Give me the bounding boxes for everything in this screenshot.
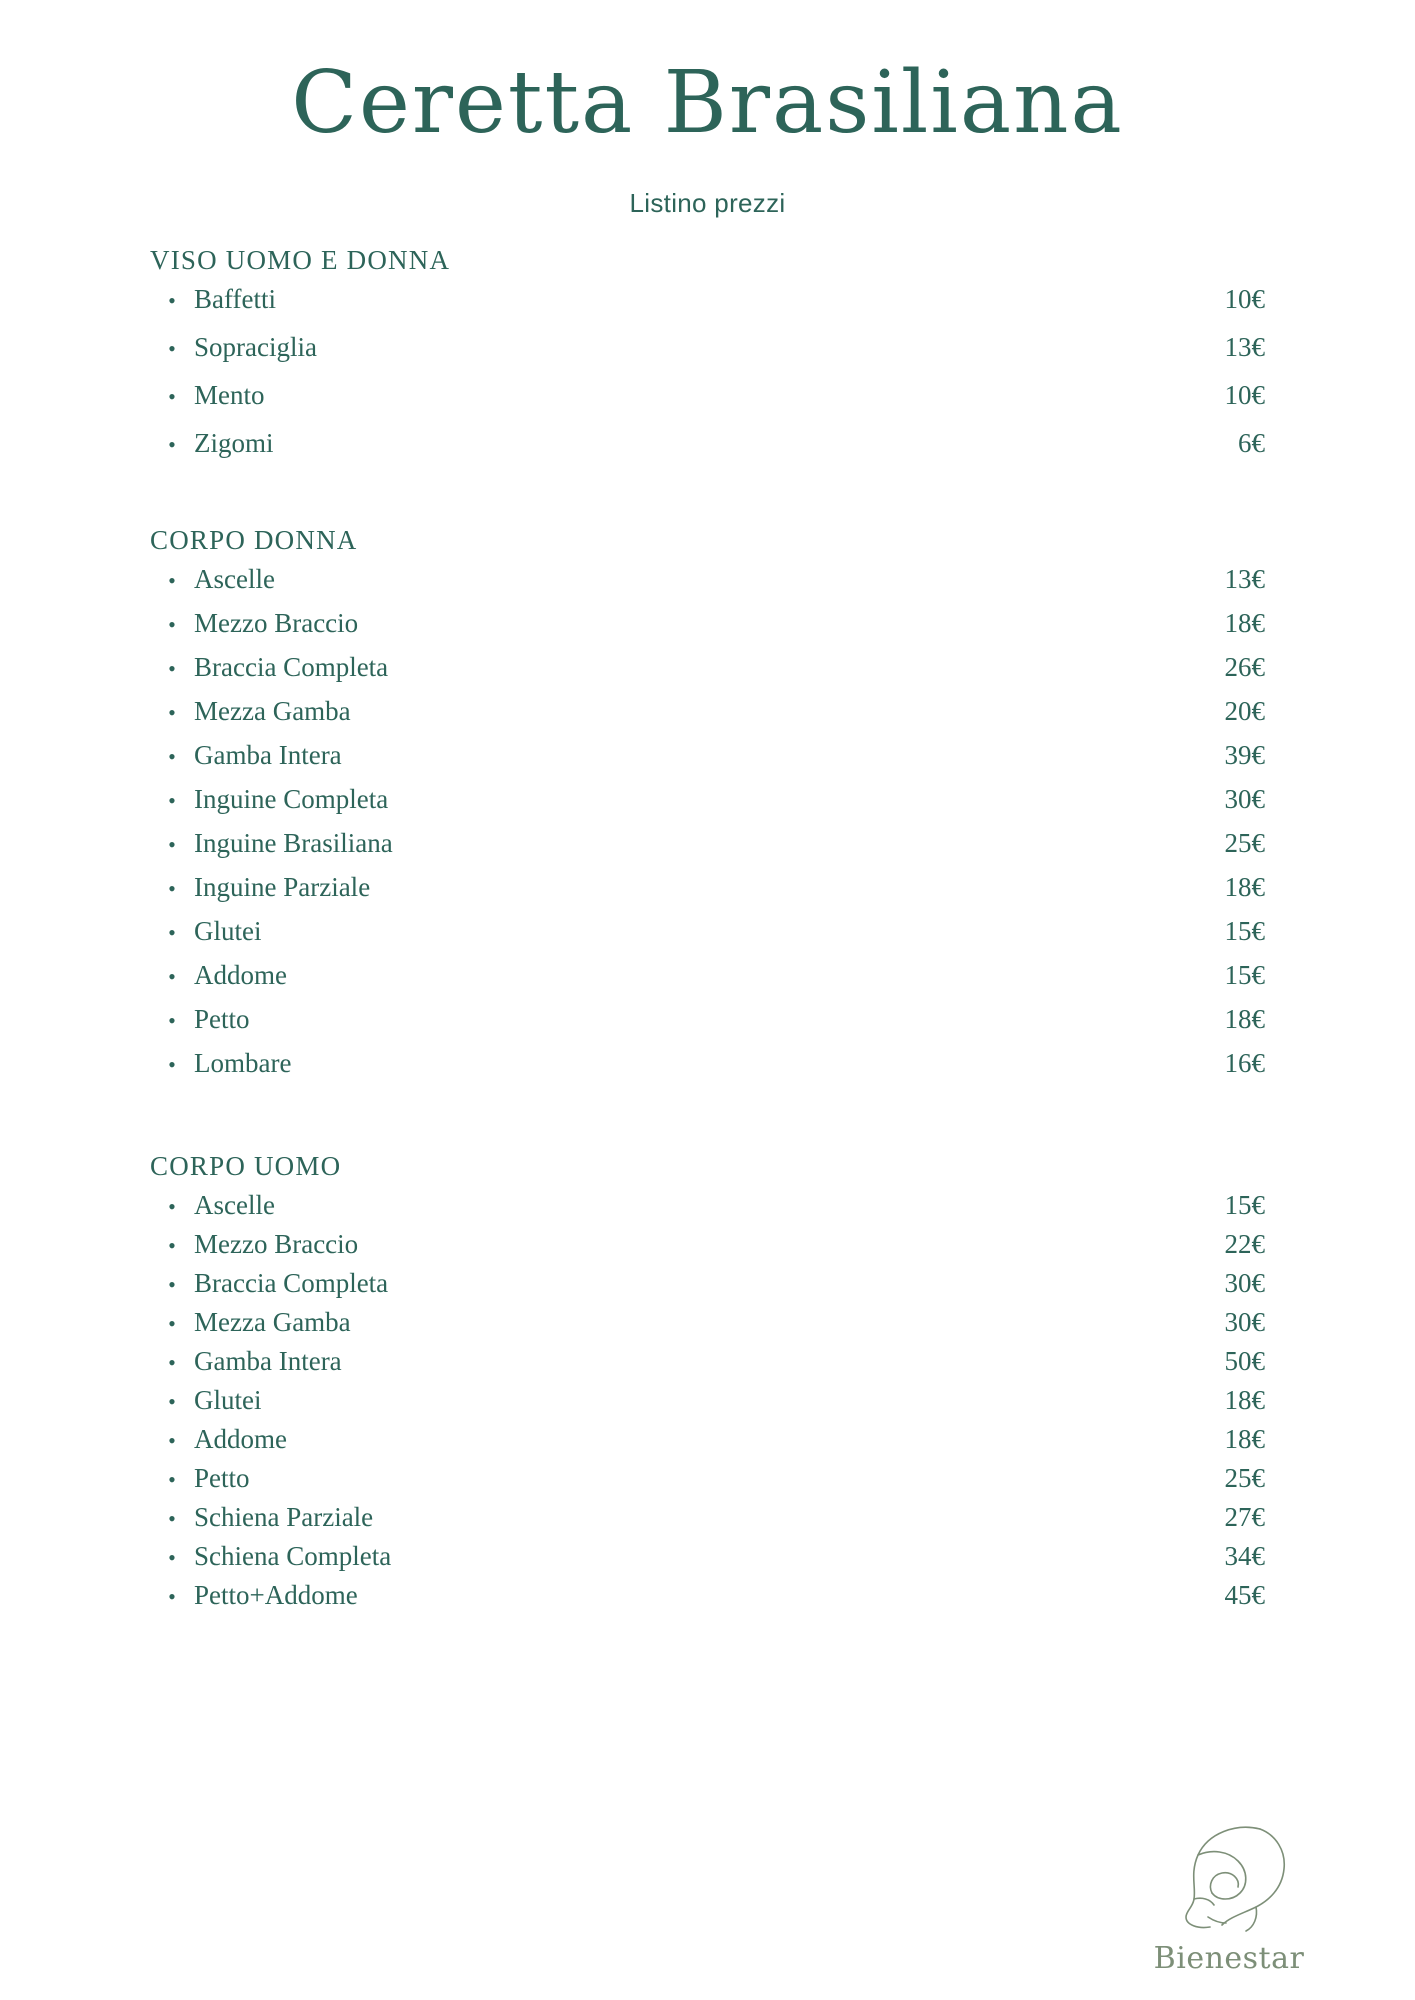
section-heading: CORPO UOMO (150, 1151, 342, 1182)
bullet-icon: • (168, 288, 176, 314)
item-label: Schiena Completa (194, 1541, 392, 1572)
list-item (150, 784, 1295, 815)
bullet-icon: • (168, 1506, 176, 1532)
item-price: 30€ (1224, 1307, 1265, 1338)
bullet-icon: • (168, 612, 176, 638)
section-heading: VISO UOMO E DONNA (150, 245, 451, 276)
item-price: 13€ (1224, 564, 1265, 595)
item-label: Mezzo Braccio (194, 1229, 359, 1260)
item-price: 15€ (1224, 916, 1265, 947)
item-price: 25€ (1224, 1463, 1265, 1494)
bullet-icon: • (168, 1272, 176, 1298)
section-item-list (150, 564, 1295, 1079)
item-price: 13€ (1224, 332, 1265, 363)
item-price: 15€ (1224, 960, 1265, 991)
item-price: 26€ (1224, 652, 1265, 683)
list-item (150, 1541, 1295, 1572)
section-corpo-donna (150, 525, 1295, 1079)
item-label: Zigomi (194, 428, 274, 459)
item-price: 30€ (1224, 1268, 1265, 1299)
bullet-icon: • (168, 1194, 176, 1220)
item-price: 50€ (1224, 1346, 1265, 1377)
bullet-icon: • (168, 920, 176, 946)
bullet-icon: • (168, 876, 176, 902)
item-price: 45€ (1224, 1580, 1265, 1611)
section-item-list (150, 1190, 1295, 1611)
item-price: 10€ (1224, 284, 1265, 315)
list-item (150, 1307, 1295, 1338)
brand-name: Bienestar (1153, 1941, 1305, 1976)
list-item (150, 380, 1295, 411)
bullet-icon: • (168, 568, 176, 594)
bullet-icon: • (168, 832, 176, 858)
list-item (150, 828, 1295, 859)
bullet-icon: • (168, 1008, 176, 1034)
page-subtitle: Listino prezzi (629, 188, 786, 219)
item-price: 10€ (1224, 380, 1265, 411)
list-item (150, 284, 1295, 315)
item-label: Baffetti (194, 284, 276, 315)
item-price: 18€ (1224, 1385, 1265, 1416)
item-label: Petto (194, 1004, 250, 1035)
list-item (150, 872, 1295, 903)
brand-logo (1129, 1821, 1329, 1976)
bullet-icon: • (168, 1052, 176, 1078)
item-label: Braccia Completa (194, 652, 389, 683)
item-label: Ascelle (194, 564, 275, 595)
item-label: Mezzo Braccio (194, 608, 359, 639)
item-label: Glutei (194, 1385, 262, 1416)
bullet-icon: • (168, 1428, 176, 1454)
item-price: 27€ (1224, 1502, 1265, 1533)
list-item (150, 740, 1295, 771)
bullet-icon: • (168, 744, 176, 770)
list-item (150, 1424, 1295, 1455)
list-item (150, 1346, 1295, 1377)
bullet-icon: • (168, 1389, 176, 1415)
item-label: Inguine Completa (194, 784, 389, 815)
bullet-icon: • (168, 336, 176, 362)
item-label: Petto (194, 1463, 250, 1494)
list-item (150, 1385, 1295, 1416)
list-item (150, 652, 1295, 683)
item-label: Braccia Completa (194, 1268, 389, 1299)
bullet-icon: • (168, 788, 176, 814)
list-item (150, 332, 1295, 363)
bullet-icon: • (168, 1584, 176, 1610)
bullet-icon: • (168, 1467, 176, 1493)
item-label: Mento (194, 380, 265, 411)
page-title: Ceretta Brasiliana (291, 53, 1124, 153)
list-item (150, 608, 1295, 639)
item-price: 22€ (1224, 1229, 1265, 1260)
list-item (150, 1463, 1295, 1494)
bullet-icon: • (168, 1545, 176, 1571)
section-item-list (150, 284, 1295, 459)
list-item (150, 916, 1295, 947)
list-item (150, 564, 1295, 595)
item-price: 18€ (1224, 608, 1265, 639)
price-list-content (0, 245, 1415, 1611)
item-label: Ascelle (194, 1190, 275, 1221)
item-label: Glutei (194, 916, 262, 947)
item-label: Inguine Brasiliana (194, 828, 393, 859)
list-item (150, 1190, 1295, 1221)
bullet-icon: • (168, 656, 176, 682)
list-item (150, 1502, 1295, 1533)
item-price: 18€ (1224, 1004, 1265, 1035)
item-price: 6€ (1238, 428, 1265, 459)
item-price: 18€ (1224, 872, 1265, 903)
item-label: Addome (194, 960, 287, 991)
item-label: Lombare (194, 1048, 292, 1079)
bullet-icon: • (168, 700, 176, 726)
section-heading: CORPO DONNA (150, 525, 358, 556)
item-label: Gamba Intera (194, 1346, 342, 1377)
item-label: Schiena Parziale (194, 1502, 374, 1533)
section-viso-uomo-e-donna (150, 245, 1295, 459)
item-label: Mezza Gamba (194, 1307, 351, 1338)
bullet-icon: • (168, 964, 176, 990)
bullet-icon: • (168, 1233, 176, 1259)
item-label: Inguine Parziale (194, 872, 371, 903)
list-item (150, 960, 1295, 991)
item-price: 25€ (1224, 828, 1265, 859)
item-label: Sopraciglia (194, 332, 317, 363)
item-price: 16€ (1224, 1048, 1265, 1079)
list-item (150, 1048, 1295, 1079)
item-label: Addome (194, 1424, 287, 1455)
item-price: 15€ (1224, 1190, 1265, 1221)
bullet-icon: • (168, 1311, 176, 1337)
list-item (150, 1268, 1295, 1299)
item-price: 18€ (1224, 1424, 1265, 1455)
list-item (150, 1580, 1295, 1611)
list-item (150, 696, 1295, 727)
bullet-icon: • (168, 384, 176, 410)
item-price: 30€ (1224, 784, 1265, 815)
face-profile-line-icon (1164, 1821, 1294, 1939)
item-price: 34€ (1224, 1541, 1265, 1572)
bullet-icon: • (168, 432, 176, 458)
list-item (150, 428, 1295, 459)
item-price: 20€ (1224, 696, 1265, 727)
item-label: Mezza Gamba (194, 696, 351, 727)
item-label: Petto+Addome (194, 1580, 358, 1611)
bullet-icon: • (168, 1350, 176, 1376)
item-price: 39€ (1224, 740, 1265, 771)
section-corpo-uomo (150, 1151, 1295, 1611)
list-item (150, 1004, 1295, 1035)
item-label: Gamba Intera (194, 740, 342, 771)
list-item (150, 1229, 1295, 1260)
